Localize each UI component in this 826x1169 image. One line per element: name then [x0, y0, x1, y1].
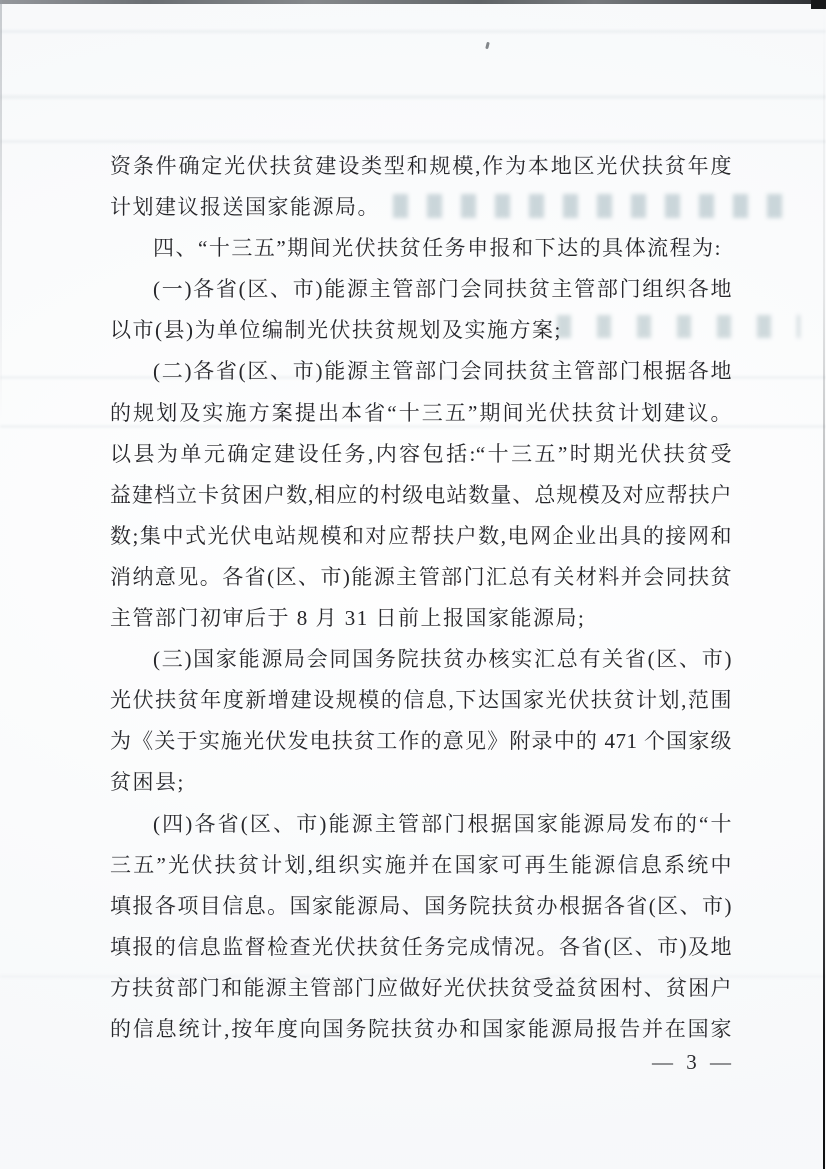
text-line: (一)各省(区、市)能源主管部门会同扶贫主管部门组织各地 [153, 277, 732, 302]
text-line: 填报各项目信息。国家能源局、国务院扶贫办根据各省(区、市) [110, 893, 732, 918]
text-line: 以市(县)为单位编制光伏扶贫规划及实施方案; [110, 318, 562, 343]
text-line: 消纳意见。各省(区、市)能源主管部门汇总有关材料并会同扶贫 [110, 564, 732, 589]
page-number: — 3 — [652, 1050, 732, 1074]
text-line: 的规划及实施方案提出本省“十三五”期间光伏扶贫计划建议。 [110, 400, 732, 425]
text-line: 贫困县; [110, 770, 185, 795]
scan-edge-top [0, 0, 826, 4]
text-line: (四)各省(区、市)能源主管部门根据国家能源局发布的“十 [153, 811, 732, 836]
text-line: 四、“十三五”期间光伏扶贫任务申报和下达的具体流程为: [153, 236, 722, 261]
scan-edge-right [823, 0, 825, 1169]
text-line: 主管部门初审后于 8 月 31 日前上报国家能源局; [110, 606, 586, 631]
text-line: (三)国家能源局会同国务院扶贫办核实汇总有关省(区、市) [153, 647, 732, 672]
text-line: 方扶贫部门和能源主管部门应做好光伏扶贫受益贫困村、贫困户 [110, 975, 732, 1000]
text-line: 以县为单元确定建设任务,内容包括:“十三五”时期光伏扶贫受 [110, 441, 732, 466]
scan-streak [0, 140, 826, 143]
text-line: (二)各省(区、市)能源主管部门会同扶贫主管部门根据各地 [153, 359, 732, 384]
text-line: 光伏扶贫年度新增建设规模的信息,下达国家光伏扶贫计划,范围 [110, 688, 732, 713]
text-line: 计划建议报送国家能源局。 [110, 195, 380, 220]
text-line: 填报的信息监督检查光伏扶贫任务完成情况。各省(区、市)及地 [110, 934, 732, 959]
text-line: 益建档立卡贫困户数,相应的村级电站数量、总规模及对应帮扶户 [110, 482, 732, 507]
text-line: 的信息统计,按年度向国务院扶贫办和国家能源局报告并在国家 [110, 1016, 732, 1041]
document-body [110, 146, 732, 1050]
scan-edge-left [0, 0, 2, 420]
text-line: 三五”光伏扶贫计划,组织实施并在国家可再生能源信息系统中 [110, 852, 732, 877]
text-line: 资条件确定光伏扶贫建设类型和规模,作为本地区光伏扶贫年度 [110, 154, 732, 178]
scan-speck [485, 42, 490, 50]
scan-streak [0, 30, 826, 33]
scan-streak [0, 95, 826, 99]
text-line: 数;集中式光伏电站规模和对应帮扶户数,电网企业出具的接网和 [110, 523, 732, 548]
text-line: 为《关于实施光伏发电扶贫工作的意见》附录中的 471 个国家级 [110, 729, 732, 754]
